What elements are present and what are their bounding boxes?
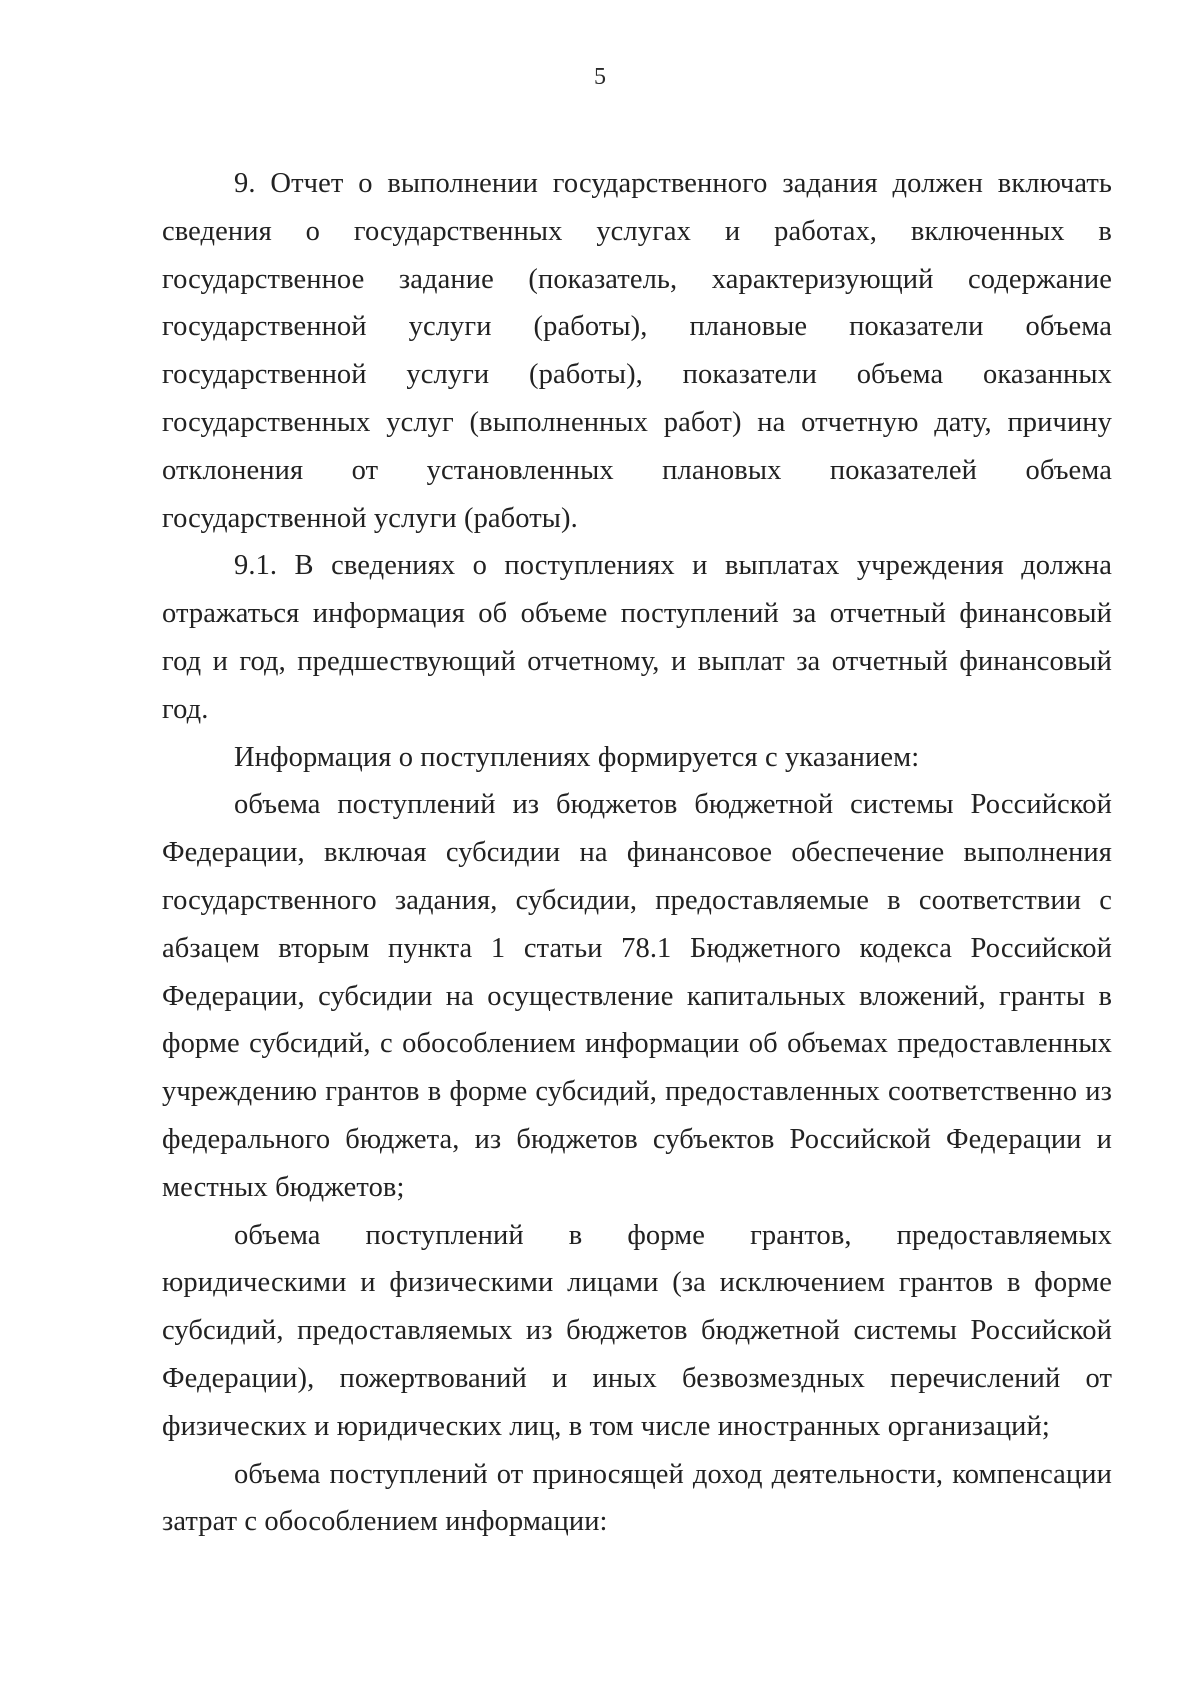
paragraph-9: 9. Отчет о выполнении государственного задания должен включать сведения о государственных услугах и работах, включенных в государственное задание (показатель, характеризующий содержание государственной услуги (работы), плановые показатели объема государственной услуги (работы), показатели объема оказанных государственных услуг (выполненных работ) на отчетную дату, причину отклонения от установленных плановых показателей объема государственной услуги (работы). bbox=[162, 168, 1112, 534]
document-body bbox=[162, 160, 1112, 1546]
paragraph-9-1: 9.1. В сведениях о поступлениях и выплатах учреждения должна отражаться информация об объеме поступлений за отчетный финансовый год и год, предшествующий отчетному, и выплат за отчетный финансовый год. bbox=[162, 550, 1112, 725]
page-number: 5 bbox=[594, 64, 606, 90]
paragraph-income-info: Информация о поступлениях формируется с указанием: bbox=[234, 741, 920, 773]
paragraph-activity-income: объема поступлений от приносящей доход деятельности, компенсации затрат с обособлением информации: bbox=[162, 1458, 1112, 1538]
paragraph-budget-income: объема поступлений из бюджетов бюджетной системы Российской Федерации, включая субсидии на финансовое обеспечение выполнения государственного задания, субсидии, предоставляемые в соответствии с абзацем вторым пункта 1 статьи 78.1 Бюджетного кодекса Российской Федерации, субсидии на осуществление капитальных вложений, гранты в форме субсидий, с обособлением информации об объемах предоставленных учреждению грантов в форме субсидий, предоставленных соответственно из федерального бюджета, из бюджетов субъектов Российской Федерации и местных бюджетов; bbox=[162, 789, 1112, 1203]
paragraph-grants-income: объема поступлений в форме грантов, предоставляемых юридическими и физическими лицами (за исключением грантов в форме субсидий, предоставляемых из бюджетов бюджетной системы Российской Федерации), пожертвований и иных безвозмездных перечислений от физических и юридических лиц, в том числе иностранных организаций; bbox=[162, 1219, 1112, 1442]
